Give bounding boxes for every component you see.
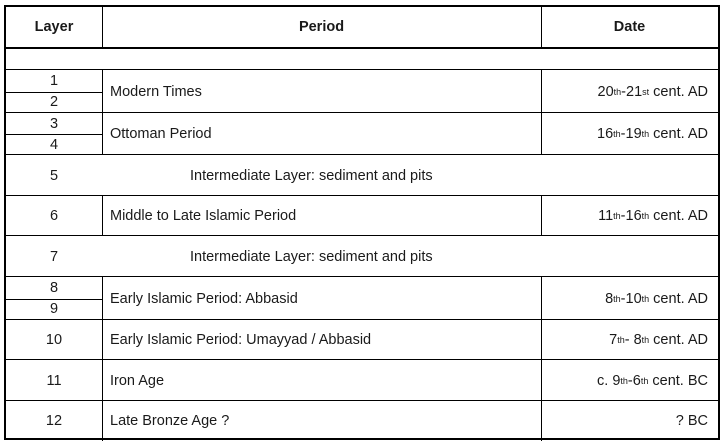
date-sep: -	[620, 290, 626, 307]
date-suffix: cent. AD	[649, 208, 708, 224]
layer-number: 1	[49, 72, 59, 89]
date-b: 6	[632, 372, 641, 389]
date-sep: -	[620, 208, 626, 224]
date-a: 9	[612, 372, 621, 389]
column-divider	[102, 360, 103, 401]
layer-number: 7	[49, 248, 59, 265]
date-cell	[676, 401, 708, 441]
column-divider	[541, 401, 542, 441]
date-b: 21	[626, 83, 643, 100]
table-row	[6, 235, 718, 277]
table-row	[6, 69, 718, 113]
table-row	[6, 195, 718, 236]
column-divider	[541, 70, 542, 113]
layer-split-line	[6, 134, 102, 135]
column-divider	[541, 196, 542, 236]
date-suffix: cent. AD	[649, 83, 708, 100]
column-divider	[102, 320, 103, 360]
period-cell: Ottoman Period	[110, 126, 212, 142]
layer-number: 6	[49, 208, 59, 224]
column-divider	[102, 277, 103, 320]
spacer-row	[6, 47, 718, 71]
date-cell: 20 th - 21 st cent. AD	[597, 83, 708, 100]
table-row	[6, 400, 718, 441]
layer-number: 5	[49, 167, 59, 184]
period-cell: Early Islamic Period: Umayyad / Abbasid	[110, 332, 372, 348]
period-cell: Iron Age	[110, 372, 165, 389]
header-row	[6, 7, 718, 47]
date-sep: -	[621, 83, 626, 100]
column-divider	[541, 320, 542, 360]
layer-number: 4	[49, 136, 59, 153]
date-b: 19	[625, 126, 642, 142]
date-b: 10	[625, 290, 642, 307]
date-cell: 16 th - 19 th cent. AD	[597, 126, 708, 142]
column-header-date: Date	[613, 19, 646, 35]
period-cell: Modern Times	[110, 83, 202, 100]
layer-number: 3	[49, 115, 59, 132]
column-divider	[102, 196, 103, 236]
date-a: 7	[609, 332, 618, 348]
date-sep: -	[624, 332, 634, 348]
date-suffix: cent. BC	[648, 372, 708, 389]
date-a: 8	[605, 290, 614, 307]
layer-number: 8	[49, 279, 59, 296]
table-row	[6, 319, 718, 360]
date-sep: -	[627, 372, 633, 389]
column-divider	[102, 401, 103, 441]
column-divider	[102, 7, 103, 47]
date-a: 16	[597, 126, 614, 142]
date-b: 8	[633, 332, 642, 348]
table-row	[6, 276, 718, 320]
date-sep: -	[620, 126, 626, 142]
table-row	[6, 112, 718, 155]
date-suffix: cent. AD	[649, 290, 708, 307]
date-b: 16	[625, 208, 642, 224]
date-suffix: cent. AD	[649, 126, 708, 142]
intermediate-layer-note: Intermediate Layer: sediment and pits	[190, 248, 433, 265]
table-row	[6, 359, 718, 401]
column-divider	[102, 70, 103, 113]
date-cell: 7 th - 8 th cent. AD	[609, 332, 708, 348]
table-row	[6, 154, 718, 196]
column-header-layer: Layer	[34, 19, 74, 35]
date-a: 20	[597, 83, 614, 100]
layer-number: 11	[46, 372, 62, 389]
column-divider	[541, 277, 542, 320]
layer-split-line	[6, 299, 102, 300]
period-cell: Early Islamic Period: Abbasid	[110, 290, 298, 307]
stratigraphy-table	[4, 5, 720, 440]
date-cell: 11 th - 16 th cent. AD	[598, 208, 708, 224]
date-suffix: cent. AD	[649, 332, 708, 348]
column-divider	[541, 360, 542, 401]
column-divider	[541, 113, 542, 155]
date-text: ? BC	[675, 413, 708, 429]
period-cell: Middle to Late Islamic Period	[110, 208, 297, 224]
date-cell: 8 th - 10 th cent. AD	[605, 290, 708, 307]
layer-number: 2	[49, 94, 59, 111]
column-divider	[102, 113, 103, 155]
layer-number: 9	[49, 301, 59, 318]
column-divider	[541, 7, 542, 47]
layer-split-line	[6, 92, 102, 93]
intermediate-layer-note: Intermediate Layer: sediment and pits	[190, 167, 433, 184]
layer-number: 10	[45, 332, 63, 348]
layer-number: 12	[45, 413, 63, 429]
date-prefix: c.	[597, 372, 613, 389]
date-a: 11	[598, 208, 614, 224]
period-cell: Late Bronze Age ?	[110, 413, 230, 429]
column-header-period: Period	[298, 19, 345, 35]
date-cell: c. 9 th - 6 th cent. BC	[597, 372, 708, 389]
